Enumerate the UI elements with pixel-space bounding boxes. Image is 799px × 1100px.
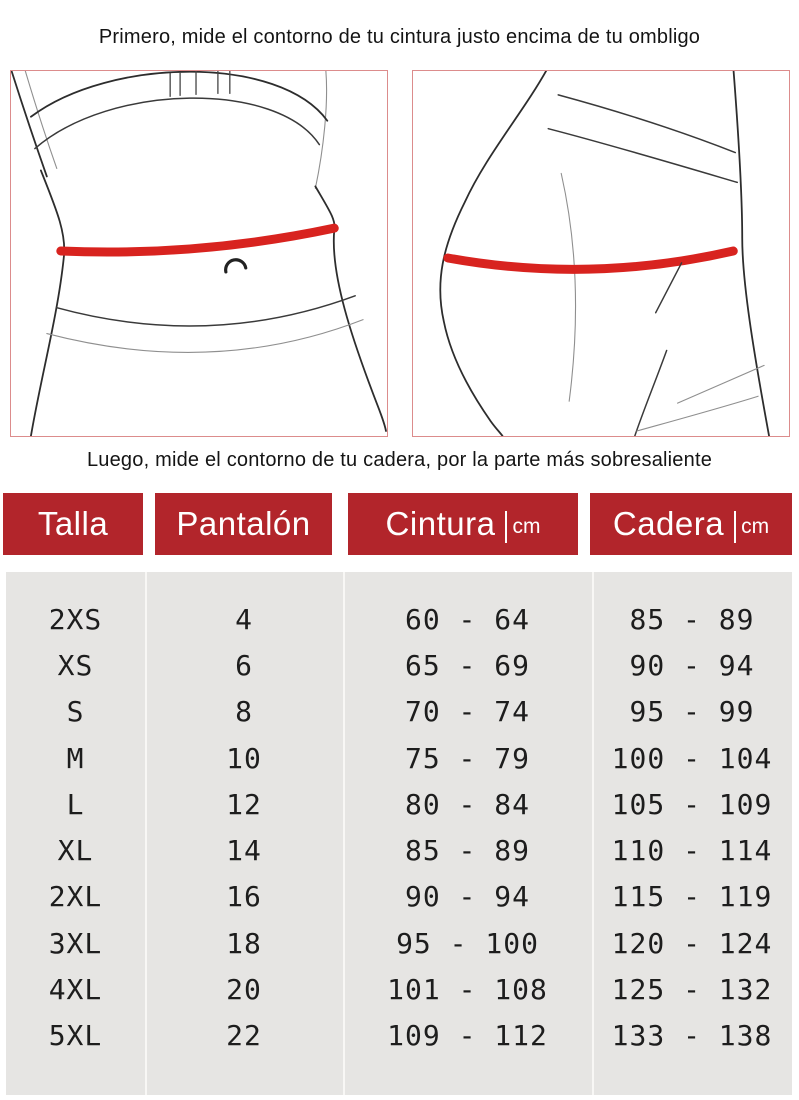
cell-talla: M bbox=[66, 741, 85, 775]
table-row bbox=[6, 827, 792, 873]
cell-cintura: 80 - 84 bbox=[404, 787, 530, 821]
cell-cadera: 100 - 104 bbox=[611, 741, 773, 775]
cell-pantalon: 6 bbox=[235, 648, 253, 682]
header-unit-divider bbox=[505, 511, 507, 543]
hip-figure-box bbox=[412, 70, 790, 437]
table-row bbox=[6, 689, 792, 735]
cell-pantalon: 20 bbox=[226, 973, 262, 1007]
table-row bbox=[6, 874, 792, 920]
cell-cintura: 109 - 112 bbox=[387, 1019, 548, 1053]
size-table bbox=[6, 572, 792, 1095]
header-label: Talla bbox=[37, 505, 109, 542]
cell-cintura: 95 - 100 bbox=[396, 926, 539, 960]
header-unit-group bbox=[505, 511, 540, 543]
cell-pantalon: 22 bbox=[226, 1019, 262, 1053]
cell-cintura: 90 - 94 bbox=[404, 880, 530, 914]
cell-talla: S bbox=[66, 695, 85, 729]
cell-cintura: 101 - 108 bbox=[387, 973, 548, 1007]
header-cintura bbox=[348, 493, 578, 555]
cell-talla: 2XL bbox=[48, 880, 103, 914]
waist-figure-box bbox=[10, 70, 388, 437]
table-row bbox=[6, 642, 792, 688]
table-row bbox=[6, 966, 792, 1012]
header-label: Cintura bbox=[385, 505, 496, 542]
cell-cintura: 65 - 69 bbox=[404, 648, 530, 682]
cell-talla: 5XL bbox=[48, 1019, 103, 1053]
hip-measure-line bbox=[448, 251, 733, 269]
cell-cadera: 125 - 132 bbox=[611, 973, 773, 1007]
cell-pantalon: 18 bbox=[226, 926, 262, 960]
cell-cintura: 75 - 79 bbox=[404, 741, 530, 775]
header-label: Cadera bbox=[612, 505, 725, 542]
cell-cadera: 133 - 138 bbox=[611, 1019, 773, 1053]
table-row bbox=[6, 735, 792, 781]
cell-talla: XL bbox=[57, 834, 94, 868]
header-unit-divider bbox=[734, 511, 736, 543]
cell-cintura: 85 - 89 bbox=[404, 834, 530, 868]
header-talla bbox=[3, 493, 143, 555]
table-row bbox=[6, 1013, 792, 1059]
cell-cadera: 90 - 94 bbox=[629, 648, 755, 682]
cell-talla: 3XL bbox=[48, 926, 103, 960]
cell-talla: 2XS bbox=[48, 602, 103, 636]
cell-cadera: 105 - 109 bbox=[611, 787, 773, 821]
cell-cadera: 110 - 114 bbox=[611, 834, 773, 868]
navel-mark bbox=[226, 260, 246, 272]
cell-talla: L bbox=[66, 787, 85, 821]
header-cadera bbox=[590, 493, 792, 555]
header-unit-label: cm bbox=[741, 514, 770, 538]
cell-cadera: 95 - 99 bbox=[629, 695, 755, 729]
header-label: Pantalón bbox=[176, 505, 311, 542]
cell-pantalon: 4 bbox=[235, 602, 253, 636]
waist-measure-line bbox=[61, 228, 335, 252]
cell-pantalon: 8 bbox=[235, 695, 253, 729]
table-row bbox=[6, 596, 792, 642]
cell-cintura: 70 - 74 bbox=[404, 695, 530, 729]
waist-figure-illustration bbox=[11, 71, 387, 436]
cell-pantalon: 14 bbox=[226, 834, 262, 868]
cell-cadera: 85 - 89 bbox=[629, 602, 755, 636]
cell-pantalon: 10 bbox=[226, 741, 262, 775]
cell-cadera: 120 - 124 bbox=[611, 926, 773, 960]
hip-figure-illustration bbox=[413, 71, 789, 436]
hip-instruction-text: Luego, mide el contorno de tu cadera, por la parte más sobresaliente bbox=[86, 449, 713, 471]
table-row bbox=[6, 920, 792, 966]
cell-talla: 4XL bbox=[48, 973, 103, 1007]
waist-instruction-text: Primero, mide el contorno de tu cintura justo encima de tu ombligo bbox=[98, 26, 701, 48]
cell-talla: XS bbox=[57, 648, 94, 682]
header-unit-group bbox=[734, 511, 769, 543]
table-row bbox=[6, 781, 792, 827]
header-pantalon bbox=[155, 493, 332, 555]
table-rows bbox=[6, 596, 792, 1059]
cell-cadera: 115 - 119 bbox=[611, 880, 773, 914]
cell-pantalon: 12 bbox=[226, 787, 262, 821]
cell-cintura: 60 - 64 bbox=[404, 602, 530, 636]
cell-pantalon: 16 bbox=[226, 880, 262, 914]
header-unit-label: cm bbox=[512, 514, 541, 538]
